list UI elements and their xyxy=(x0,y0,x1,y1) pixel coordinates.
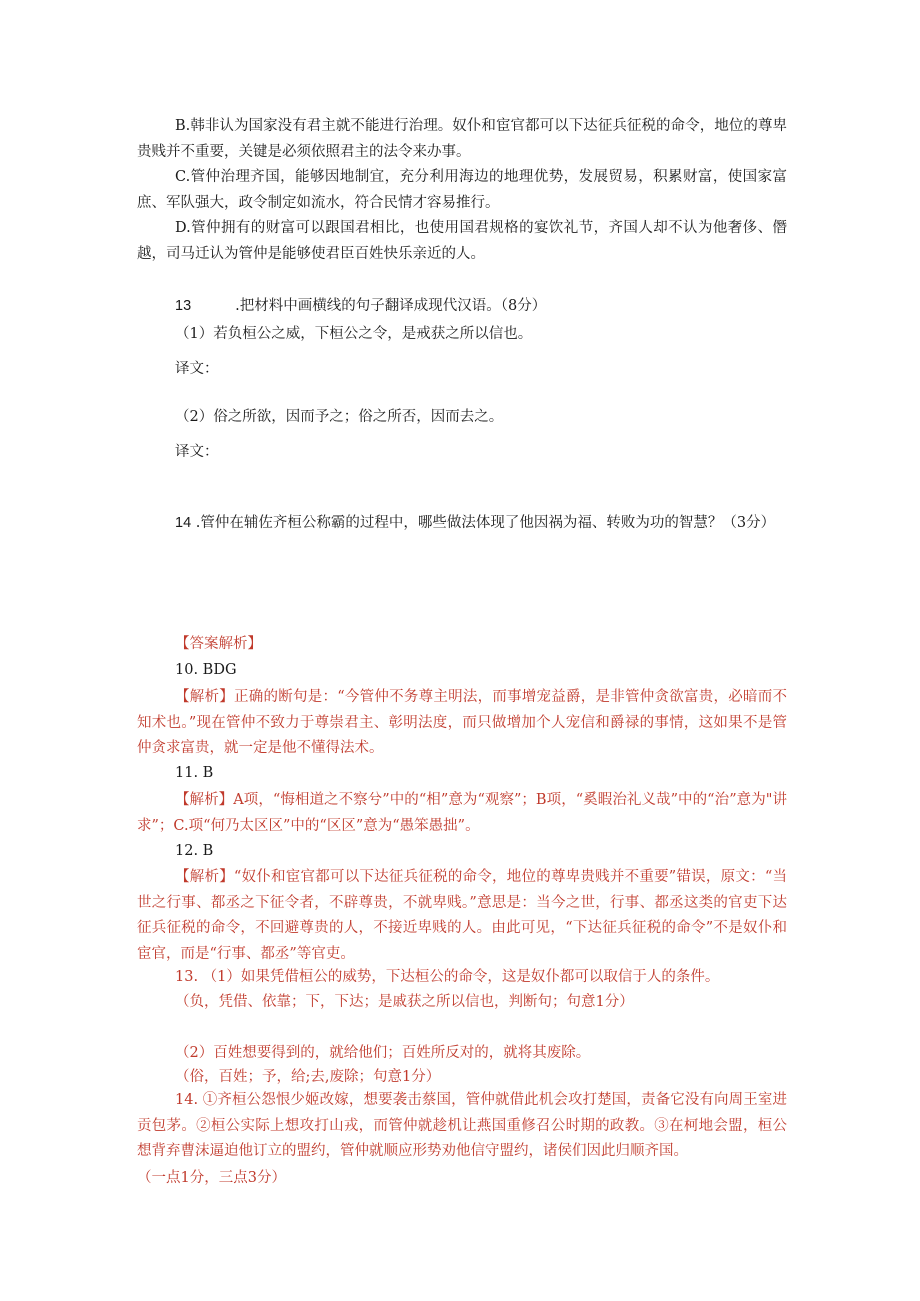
question-13-text: .把材料中画横线的句子翻译成现代汉语。（8分） xyxy=(235,298,547,314)
answer-header: 【答案解析】 xyxy=(175,636,262,652)
question-14 xyxy=(137,511,787,537)
translation-label-2: 译文： xyxy=(175,444,219,460)
answer-12: 12. B xyxy=(175,843,214,859)
option-c: C.管仲治理齐国，能够因地制宜，充分利用海边的地理优势，发展贸易，积累财富，使国家富庶、军队强大，政令制定如流水，符合民情才容易推行。 xyxy=(137,169,787,211)
answer-13-part-2-note: （俗，百姓；予，给;去,废除；句意1分） xyxy=(175,1069,441,1085)
answer-14-note: （一点1分，三点3分） xyxy=(137,1170,286,1186)
answer-10-explanation: 【解析】正确的断句是：“今管仲不务尊主明法，而事增宠益爵，是非管仲贪欲富贵，必暗而不知术也。”现在管仲不致力于尊崇君主、彰明法度，而只做增加个人宠信和爵禄的事情，这如果不是管仲贪求富贵，就一定是他不懂得法术。 xyxy=(137,689,787,756)
question-13-sentence-2: （2）俗之所欲，因而予之；俗之所否，因而去之。 xyxy=(175,409,504,425)
translation-label-1: 译文： xyxy=(175,361,219,377)
answer-14: 14. ①齐桓公怨恨少姬改嫁，想要袭击蔡国，管仲就借此机会攻打楚国，责备它没有向周王室进贡包茅。②桓公实际上想攻打山戎，而管仲就趁机让燕国重修召公时期的政教。③在柯地会盟，桓公想背弃曹沫逼迫他订立的盟约，管仲就顺应形势劝他信守盟约，诸侯们因此归顺齐国。 xyxy=(137,1092,787,1159)
option-d: D.管仲拥有的财富可以跟国君相比，也使用国君规格的宴饮礼节，齐国人却不认为他奢侈、僭越，司马迁认为管仲是能够使君臣百姓快乐亲近的人。 xyxy=(137,220,787,262)
answer-11-explanation: 【解析】A项，“悔相道之不察兮”中的“相”意为“观察”；B项，“奚暇治礼义哉”中的“治”意为"讲求”；C.项“何乃太区区”中的“区区”意为“愚笨愚拙”。 xyxy=(137,792,787,834)
answer-11: 11. B xyxy=(175,765,214,781)
answer-12-explanation: 【解析】“奴仆和宦官都可以下达征兵征税的命令，地位的尊卑贵贱并不重要”错误，原文：“当世之行事、都丞之下征令者，不辟尊贵，不就卑贱。”意思是：当今之世，行事、都丞这类的官吏下达征兵征税的命令，不回避尊贵的人，不接近卑贱的人。由此可见，“下达征兵征税的命令”不是奴仆和宦官，而是“行事、都丞”等官吏。 xyxy=(137,869,787,962)
question-13-number: 13 xyxy=(175,298,192,314)
answer-13-part-1-note: （负，凭借、依靠；下，下达；是戚获之所以信也，判断句；句意1分） xyxy=(175,994,634,1010)
question-13-sentence-1: （1）若负桓公之威，下桓公之令，是戒获之所以信也。 xyxy=(175,326,533,342)
answer-13-part-1: 13. （1）如果凭借桓公的威势，下达桓公的命令，这是奴仆都可以取信于人的条件。 xyxy=(175,969,720,985)
answer-10: 10. BDG xyxy=(175,662,237,678)
question-14-number: 14 xyxy=(175,515,192,531)
answer-13-part-2: （2）百姓想要得到的，就给他们；百姓所反对的，就将其废除。 xyxy=(175,1045,591,1061)
question-14-text: .管仲在辅佐齐桓公称霸的过程中，哪些做法体现了他因祸为福、转败为功的智慧？（3分） xyxy=(195,515,776,531)
question-13-stem xyxy=(175,294,546,319)
option-b: B.韩非认为国家没有君主就不能进行治理。奴仆和宦官都可以下达征兵征税的命令，地位的尊卑贵贱并不重要，关键是必须依照君主的法令来办事。 xyxy=(137,118,787,160)
